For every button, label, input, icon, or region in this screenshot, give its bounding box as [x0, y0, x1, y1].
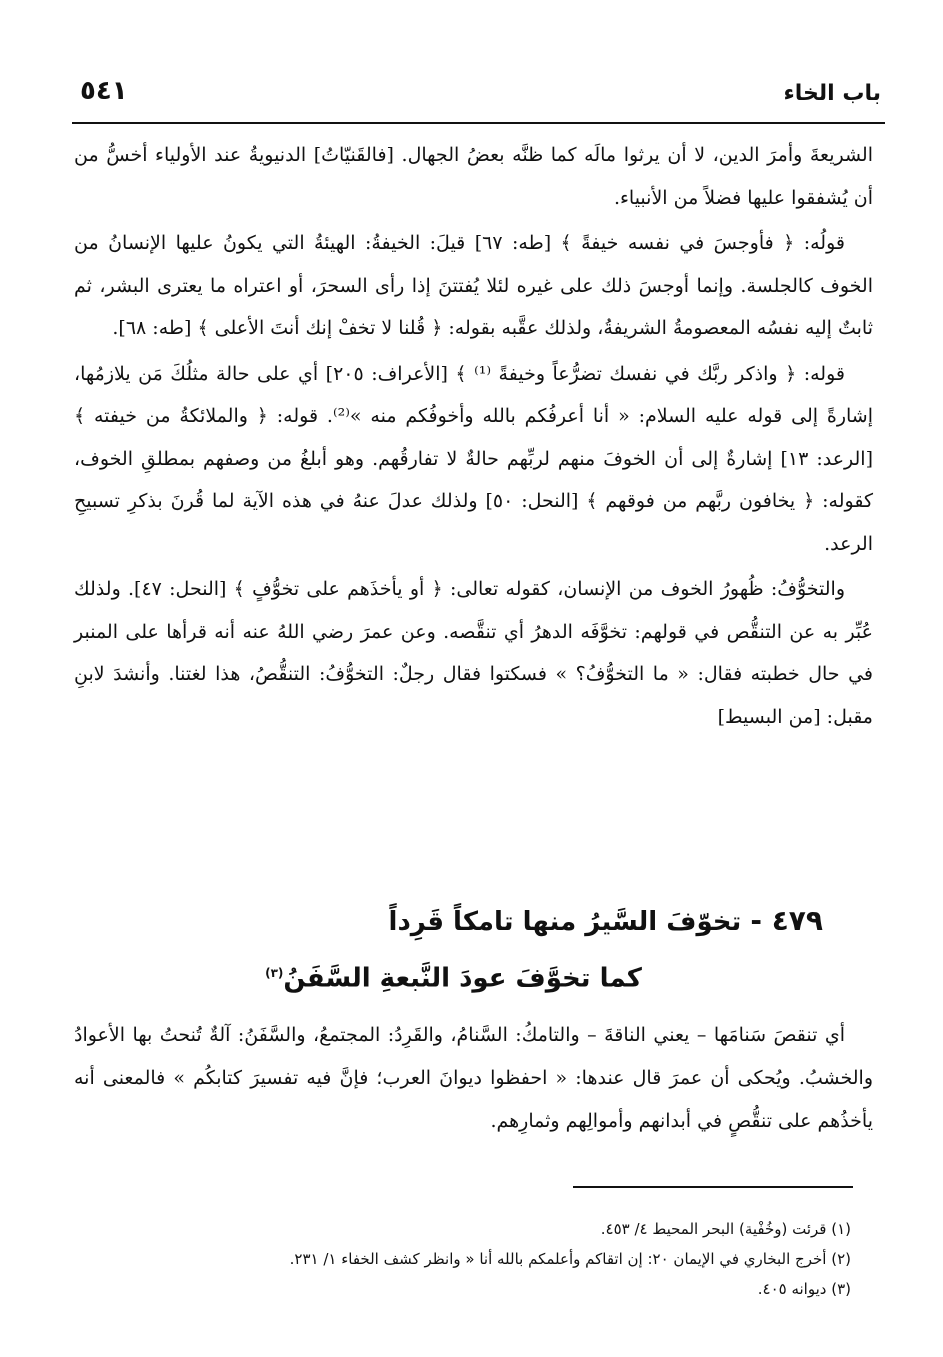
paragraph-fa-awjasa: قولُه: ﴿ فأوجسَ في نفسه خيفةً ﴾ [طه: ٦٧] قيلَ: الخيفةُ: الهيئةُ التي يكونُ عليها الإنسانُ من الخوف كالجلسة. وإنما أوجسَ ذلك على غيره لئلا يُفتتنَ إذا رأى السحرَ، أو اعتراه ما يعترى البشر، ثم ثابتٌ إليه نفسُه المعصومةُ الشريفةُ، ولذلك عقَّبه بقوله: ﴿ قُلنا لا تخفْ إنك أنتَ الأعلى ﴾ [طه: ٦٨].: [74, 232, 873, 339]
footnote-ref-3: (٣): [265, 966, 284, 980]
paragraph-wadhkur-rabbak: قوله: ﴿ واذكر ربَّك في نفسك تضرُّعاً وخيفةً ⁽¹⁾ ﴾ [الأعراف: ٢٠٥] أي على حالة مثلُكَ مَن يلازمُها، إشارةً إلى قوله عليه السلام: « أنا أعرفُكم بالله وأخوفُكم منه »⁽²⁾. قوله: ﴿ والملائكةُ من خيفته ﴾ [الرعد: ١٣] إشارةٌ إلى أن الخوفَ منهم لربِّهم حالةٌ لا تفارقُهم. وهو أبلغُ من وصفهم بمطلقِ الخوف، كقوله: ﴿ يخافون ربَّهم من فوقهم ﴾ [النحل: ٥٠] ولذلك عدلَ عنهُ في هذه الآية لما قُرنَ بذكرِ تسبيحِ الرعد.: [74, 362, 874, 555]
main-text: [74, 134, 873, 738]
poem-line-1: تخوّفَ السَّيرُ منها تامكاً قَرِداً: [388, 907, 742, 937]
poem-line-2: كما تخوَّفَ عودَ النَّبعةِ السَّفَنُ: [283, 963, 642, 994]
poem-verse-second-hemistich: [74, 945, 873, 1007]
header-divider: [72, 122, 885, 124]
poem-verse-first-hemistich: [74, 893, 873, 950]
section-title: باب الخاء: [783, 81, 881, 106]
page-header: [80, 70, 881, 106]
footnote-1: (١) قرئت (وخُفْية) البحر المحيط ٤/ ٤٥٣.: [600, 1220, 851, 1238]
footnotes: [74, 1214, 851, 1304]
footnote-2: (٢) أخرج البخاري في الإيمان ٢٠: إن اتقاكم وأعلمكم بالله أنا « وانظر كشف الخفاء ١/ ٢٣١.: [289, 1250, 851, 1268]
paragraph-takhawwuf: والتخوُّفُ: ظُهورُ الخوف من الإنسان، كقوله تعالى: ﴿ أو يأخذَهم على تخوُّفٍ ﴾ [النحل: ٤٧]. ولذلك عُبِّر به عن التنقُّص في قولهم: تخوَّفَه الدهرُ أي تنقَّصه. وعن عمرَ رضي اللهُ عنه أنه قرأها على المنبر في حال خطبته فقال: « ما التخوُّفُ؟ » فسكتوا فقال رجلٌ: التخوُّفُ: التنقُّصُ، هذا لغتنا. وأنشدَ لابنِ مقبل: [من البسيط]: [74, 578, 873, 728]
verse-commentary: [74, 1014, 873, 1143]
footnote-3: (٣) ديوانه ٤٠٥.: [757, 1280, 851, 1298]
poem-number: ٤٧٩ -: [750, 904, 823, 937]
page-number: ٥٤١: [80, 76, 128, 106]
footnote-divider: [573, 1186, 853, 1188]
commentary-paragraph: أي تنقصَ سَنامَها – يعني الناقةَ – والتامكُ: السَّنامُ، والقَرِدُ: المجتمعُ، والسَّفَنُ: آلةٌ تُنحتُ بها الأعوادُ والخشبُ. ويُحكى أن عمرَ قال عندها: « احفظوا ديوانَ العرب؛ فإنَّ فيه تفسيرَ كتابكُم » فالمعنى أنه يأخذُهم على تنقُّصٍ في أبدانهم وأموالِهم وثمارِهم.: [74, 1024, 873, 1132]
paragraph-continuation: الشريعةَ وأمرَ الدين، لا أن يرثوا مالَه كما ظنَّه بعضُ الجهال. [فالقَنيّاتُ] الدنيويةُ عند الأولياء أخسُّ من أن يُشفقوا عليها فضلاً من الأنبياء.: [74, 144, 873, 209]
